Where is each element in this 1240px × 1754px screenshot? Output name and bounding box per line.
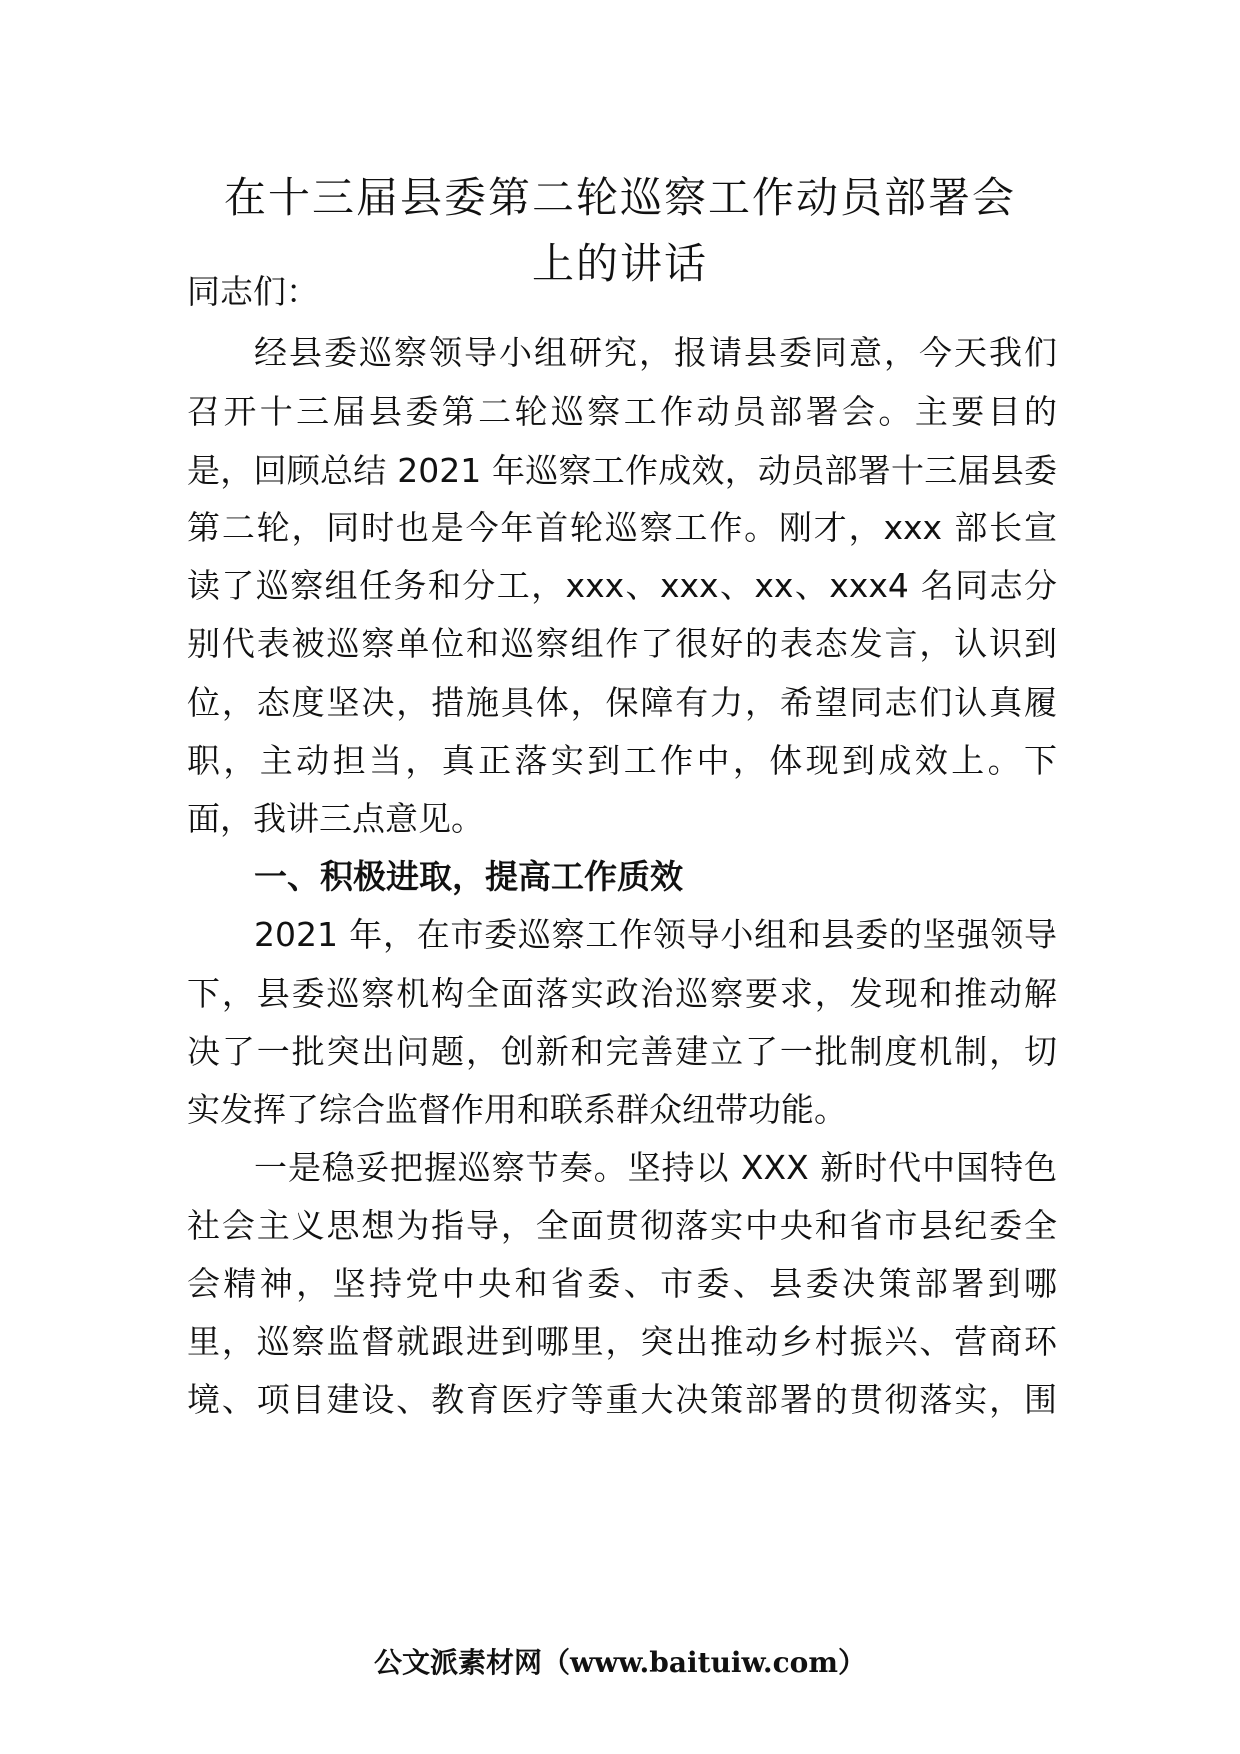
paragraph-3-line: 境、项目建设、教育医疗等重大决策部署的贯彻落实，围: [187, 1380, 1057, 1419]
paragraph-3-line: 会精神，坚持党中央和省委、市委、县委决策部署到哪: [187, 1264, 1057, 1303]
paragraph-3-line: 里，巡察监督就跟进到哪里，突出推动乡村振兴、营商环: [187, 1322, 1057, 1361]
footer-watermark: 公文派素材网（www.baituiw.com）: [374, 1646, 866, 1679]
paragraph-1-line: 面，我讲三点意见。: [187, 799, 484, 838]
paragraph-1-line: 位，态度坚决，措施具体，保障有力，希望同志们认真履: [187, 683, 1057, 722]
paragraph-2-line: 实发挥了综合监督作用和联系群众纽带功能。: [187, 1090, 847, 1129]
document-title-line-2: 上的讲话: [531, 239, 708, 288]
paragraph-1-line: 召开十三届县委第二轮巡察工作动员部署会。主要目的: [187, 392, 1057, 431]
salutation: 同志们：: [187, 272, 319, 311]
paragraph-2-line: 2021 年，在市委巡察工作领导小组和县委的坚强领导: [254, 915, 1057, 954]
document-title-line-1: 在十三届县委第二轮巡察工作动员部署会: [223, 173, 1016, 222]
paragraph-1-line: 别代表被巡察单位和巡察组作了很好的表态发言，认识到: [187, 624, 1057, 663]
paragraph-3-line: 一是稳妥把握巡察节奏。坚持以 XXX 新时代中国特色: [254, 1148, 1057, 1187]
paragraph-3-line: 社会主义思想为指导，全面贯彻落实中央和省市县纪委全: [187, 1206, 1057, 1245]
section-heading: 一、积极进取，提高工作质效: [254, 857, 683, 896]
paragraph-1-line: 是，回顾总结 2021 年巡察工作成效，动员部署十三届县委: [187, 451, 1057, 490]
paragraph-2-line: 决了一批突出问题，创新和完善建立了一批制度机制，切: [187, 1032, 1057, 1071]
paragraph-2-line: 下，县委巡察机构全面落实政治巡察要求，发现和推动解: [187, 974, 1057, 1013]
paragraph-1-line: 第二轮，同时也是今年首轮巡察工作。刚才，xxx 部长宣: [187, 508, 1057, 547]
paragraph-1-line: 经县委巡察领导小组研究，报请县委同意，今天我们: [254, 333, 1057, 372]
paragraph-1-line: 职，主动担当，真正落实到工作中，体现到成效上。下: [187, 741, 1057, 780]
paragraph-1-line: 读了巡察组任务和分工，xxx、xxx、xx、xxx4 名同志分: [187, 566, 1057, 605]
